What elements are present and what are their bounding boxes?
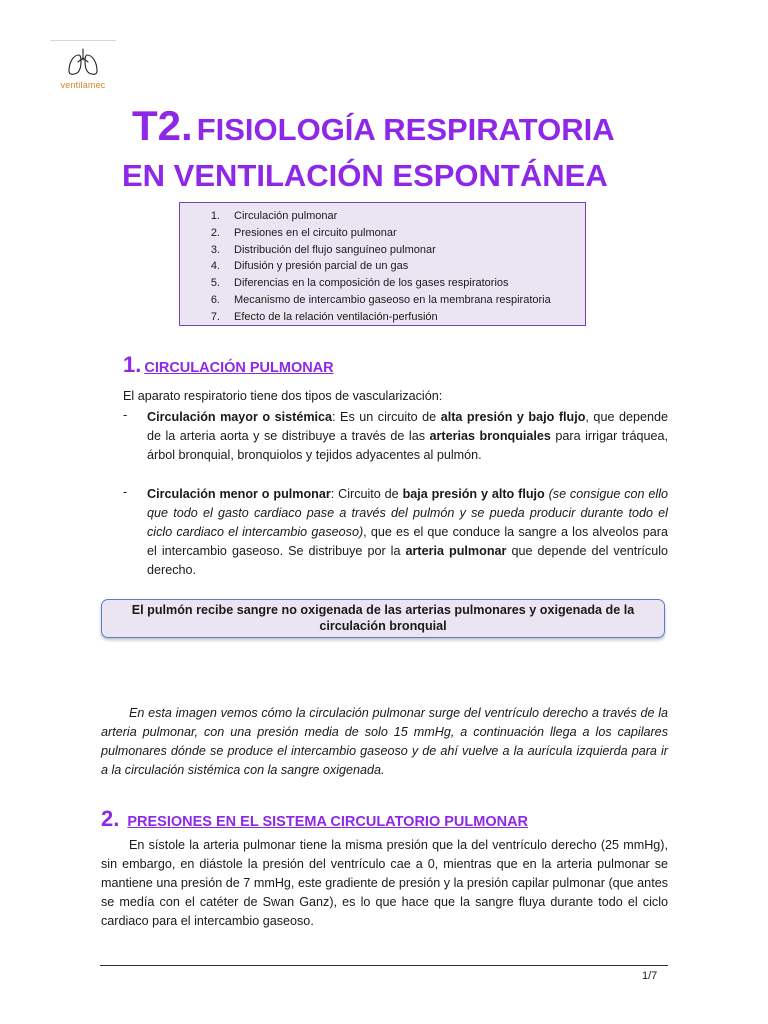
image-caption: En esta imagen vemos cómo la circulación pulmonar surge del ventrículo derecho a través de la arteria pulmonar, con una presión media de solo 15 mmHg, a continuación llega a los capilares pulmonares dónde se produce el intercambio gaseoso y de ahí vuelve a la aurícula izquierda para ir a la circulación sistémica con la sangre oxigenada. [101, 706, 668, 777]
document-title-line1 [132, 102, 615, 150]
title-text: FISIOLOGÍA RESPIRATORIA [196, 112, 615, 147]
section2-heading: 2. PRESIONES EN EL SISTEMA CIRCULATORIO PULMONAR [101, 806, 529, 831]
toc-item: 5. Diferencias en la composición de los gases respiratorios [210, 277, 509, 290]
section2-body: En sístole la arteria pulmonar tiene la misma presión que la del ventrículo derecho (25 mmHg), sin embargo, en diástole la presión del ventrículo cae a 0, mientras que en la arteria pulmonar se mantiene una presión de 7 mmHg, este gradiente de presión y la presión capilar pulmonar (que antes se medía con el catéter de Swan Ganz), es lo que hace que la sangre fluya durante todo el ciclo cardiaco para el intercambio gaseoso. [101, 838, 668, 928]
footer-divider [100, 965, 668, 966]
bullet-pulmonary-circulation: Circulación menor o pulmonar: Circuito de baja presión y alto flujo (se consigue con ello que todo el gasto cardiaco pase a través del pulmón y se pueda producir durante todo el ciclo cardiaco el intercambio gaseoso), que es el que conduce la sangre a los alveolos para el intercambio gaseoso. Se distribuye por la arteria pulmonar que depende del ventrículo derecho. [147, 487, 668, 577]
page-number: 1/7 [642, 970, 658, 982]
title-number: T2. [132, 102, 193, 149]
section1-heading: 1. CIRCULACIÓN PULMONAR [123, 352, 334, 377]
toc-item: 6. Mecanismo de intercambio gaseoso en la membrana respiratoria [210, 293, 551, 306]
toc-item: 2. Presiones en el circuito pulmonar [210, 226, 397, 239]
logo-text: ventilamec [60, 80, 106, 90]
toc-item: 1. Circulación pulmonar [210, 210, 338, 222]
document-title-line2: EN VENTILACIÓN ESPONTÁNEA [122, 158, 608, 193]
bullet-systemic-circulation: Circulación mayor o sistémica: Es un circuito de alta presión y bajo flujo, que depende de la arteria aorta y se distribuye a través de las arterias bronquiales para irrigar tráquea, árbol bronquial, bronquiolos y tejidos adyacentes al pulmón. [147, 410, 669, 462]
section1-intro: El aparato respiratorio tiene dos tipos de vascularización: [123, 389, 443, 403]
logo [58, 47, 108, 90]
toc-item: 7. Efecto de la relación ventilación-perfusión [210, 310, 438, 323]
toc-item: 4. Difusión y presión parcial de un gas [210, 260, 409, 273]
key-point-box: El pulmón recibe sangre no oxigenada de las arterias pulmonares y oxigenada de la circulación bronquial [101, 599, 665, 638]
logo-divider [50, 40, 116, 41]
toc-item: 3. Distribución del flujo sanguíneo pulmonar [210, 243, 436, 256]
bullet-dash: - [123, 485, 128, 499]
table-of-contents [179, 202, 586, 326]
lungs-icon [66, 47, 100, 77]
bullet-dash: - [123, 408, 128, 422]
